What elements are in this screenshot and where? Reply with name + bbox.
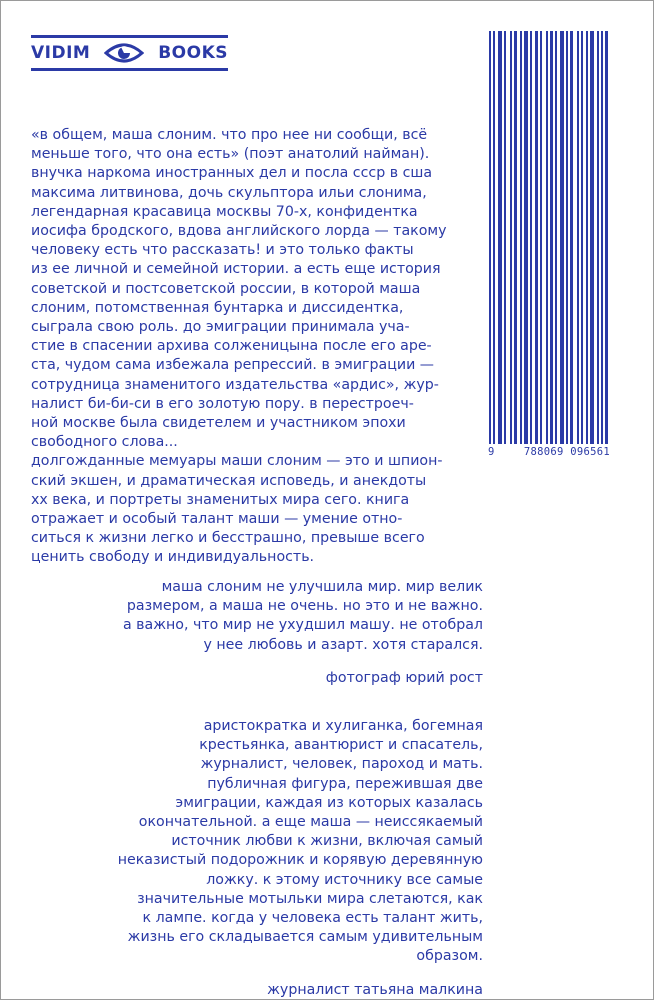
logo-bottom-rule xyxy=(31,68,228,71)
barcode-bar xyxy=(530,31,532,444)
isbn-prefix-digit: 9 xyxy=(488,446,495,458)
barcode-bar xyxy=(605,31,608,444)
barcode-bar xyxy=(577,31,579,444)
publisher-logo xyxy=(31,35,228,71)
barcode-bar xyxy=(581,31,583,444)
barcode-bar xyxy=(535,31,538,444)
barcode-bar xyxy=(514,31,517,444)
barcode-bar xyxy=(590,31,594,444)
logo-row xyxy=(31,40,228,66)
barcode-bar xyxy=(546,31,548,444)
barcode-bar xyxy=(597,31,599,444)
barcode-bar xyxy=(510,31,512,444)
blurb-quote-1 xyxy=(91,578,483,688)
barcode-bar xyxy=(493,31,495,444)
logo-top-rule xyxy=(31,35,228,38)
barcode-bar xyxy=(498,31,502,444)
isbn-barcode xyxy=(485,31,613,464)
barcode-bar xyxy=(524,31,528,444)
eye-icon xyxy=(104,41,144,65)
barcode-bar xyxy=(555,31,557,444)
quote-attribution: фотограф юрий рост xyxy=(325,669,483,686)
barcode-bar xyxy=(504,31,506,444)
annotation-paragraph-2: долгожданные мемуары маши слоним — это и шпион- ский экшен, и драматическая исповедь, и анекдоты xx века, и портреты знаменитых мира сего. книга отражает и особый талант маши — умение отно- ситься к жизни легко и бесстрашно, превыше всего ценить свободу и индивидуальность. xyxy=(31,453,443,566)
barcode-bar xyxy=(586,31,588,444)
barcode-bar xyxy=(566,31,568,444)
quote-text: аристократка и хулиганка, богемная крестьянка, авантюрист и спасатель, журналист, человек, пароход и мать. публичная фигура, пережившая две эмиграции, каждая из которых казалась окончательной. а еще маша — неиссякаемый источник любви к жизни, включая самый неказистый подорожник и корявую деревянную ложку. к этому источнику все самые значительные мотыльки мира слетаются, как к лампе. когда у человека есть талант жить, жизнь его складывается самым удивительным образом. xyxy=(117,718,483,965)
isbn-number xyxy=(485,444,613,460)
barcode-bar xyxy=(550,31,553,444)
logo-word-left: VIDIM xyxy=(31,43,91,63)
logo-word-right: BOOKS xyxy=(158,43,228,63)
isbn-digit-group: 788069 096561 xyxy=(523,446,610,458)
barcode-bar xyxy=(520,31,522,444)
blurb-quote-2 xyxy=(91,717,483,1000)
quote-text: маша слоним не улучшила мир. мир велик размером, а маша не очень. но это и не важно. а важно, что мир не ухудшил машу. не отобрал у нее любовь и азарт. хотя старался. xyxy=(122,579,483,653)
barcode-bar xyxy=(489,31,491,444)
barcode-bar xyxy=(570,31,573,444)
barcode-bars xyxy=(485,31,613,444)
quote-attribution: журналист татьяна малкина xyxy=(267,981,483,998)
annotation-text xyxy=(31,126,483,568)
barcode-bar xyxy=(601,31,603,444)
barcode-bar xyxy=(540,31,542,444)
barcode-bar xyxy=(560,31,564,444)
annotation-paragraph-1: «в общем, маша слоним. что про нее ни сообщи, всё меньше того, что она есть» (поэт анатолий найман). внучка наркома иностранных дел и посла ссср в сша максима литвинова, дочь скульптора ильи слонима, легендарная красавица москвы 70-х, конфидентка иосифа бродского, вдова английского лорда — такому человеку есть что рассказать! и это только факты из ее личной и семейной истории. а есть еще история советской и постсоветской россии, в которой маша слоним, потомственная бунтарка и диссидентка, сыграла свою роль. до эмиграции принимала уча- стие в спасении архива солженицына после его аре- ста, чудом сама избежала репрессий. в эмиграции — сотрудница знаменитого издательства «ардис», жур- налист би-би-си в его золотую пору. в перестроеч- ной москве была свидетелем и участником эпохи свободного слова... xyxy=(31,127,447,451)
